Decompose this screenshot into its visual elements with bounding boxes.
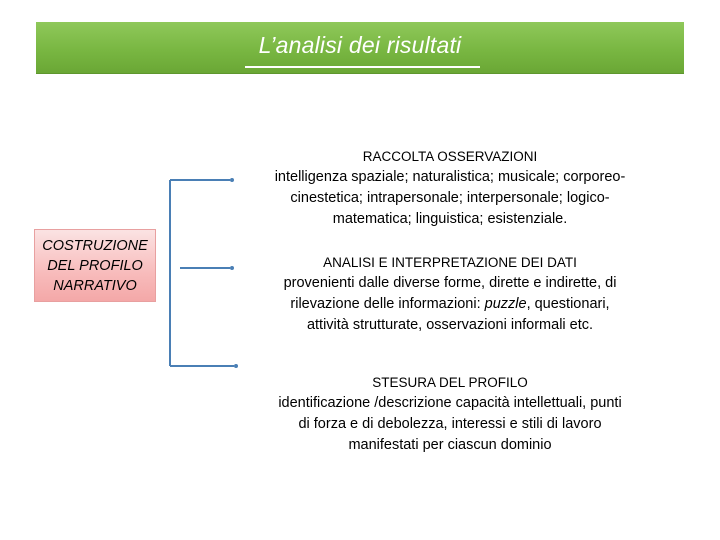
step-analisi (245, 252, 655, 336)
step-text-fragment: rilevazione delle informazioni: (290, 296, 485, 312)
step-text-line: identificazione /descrizione capacità intellettuali, punti (278, 395, 622, 411)
profile-box-line: COSTRUZIONE (42, 238, 148, 254)
connector-dot (230, 178, 234, 182)
step-text-line: provenienti dalle diverse forme, dirette e indirette, di (283, 275, 617, 291)
step-text-line: intelligenza spaziale; naturalistica; musicale; corporeo- (274, 169, 626, 185)
step-text-line (245, 294, 655, 315)
step-text-fragment: , questionari, (526, 296, 610, 312)
profile-box-line: DEL PROFILO (47, 258, 143, 274)
step-heading: RACCOLTA OSSERVAZIONI (362, 149, 538, 164)
step-text-line: matematica; linguistica; esistenziale. (332, 211, 568, 227)
profile-box-line: NARRATIVO (53, 278, 137, 294)
step-raccolta (245, 146, 655, 230)
step-stesura (245, 372, 655, 456)
step-text-line: cinestetica; intrapersonale; interpersonale; logico- (290, 190, 610, 206)
page-title: L’analisi dei risultati (258, 32, 462, 58)
step-heading: ANALISI E INTERPRETAZIONE DEI DATI (323, 255, 577, 270)
step-text-line: di forza e di debolezza, interessi e stili di lavoro (298, 416, 602, 432)
step-text-line: manifestati per ciascun dominio (348, 437, 552, 453)
connector-dot (230, 266, 234, 270)
step-text-italic: puzzle (484, 296, 527, 312)
step-text-line: attività strutturate, osservazioni informali etc. (306, 317, 594, 333)
connector-dot (234, 364, 238, 368)
step-heading: STESURA DEL PROFILO (372, 375, 528, 390)
